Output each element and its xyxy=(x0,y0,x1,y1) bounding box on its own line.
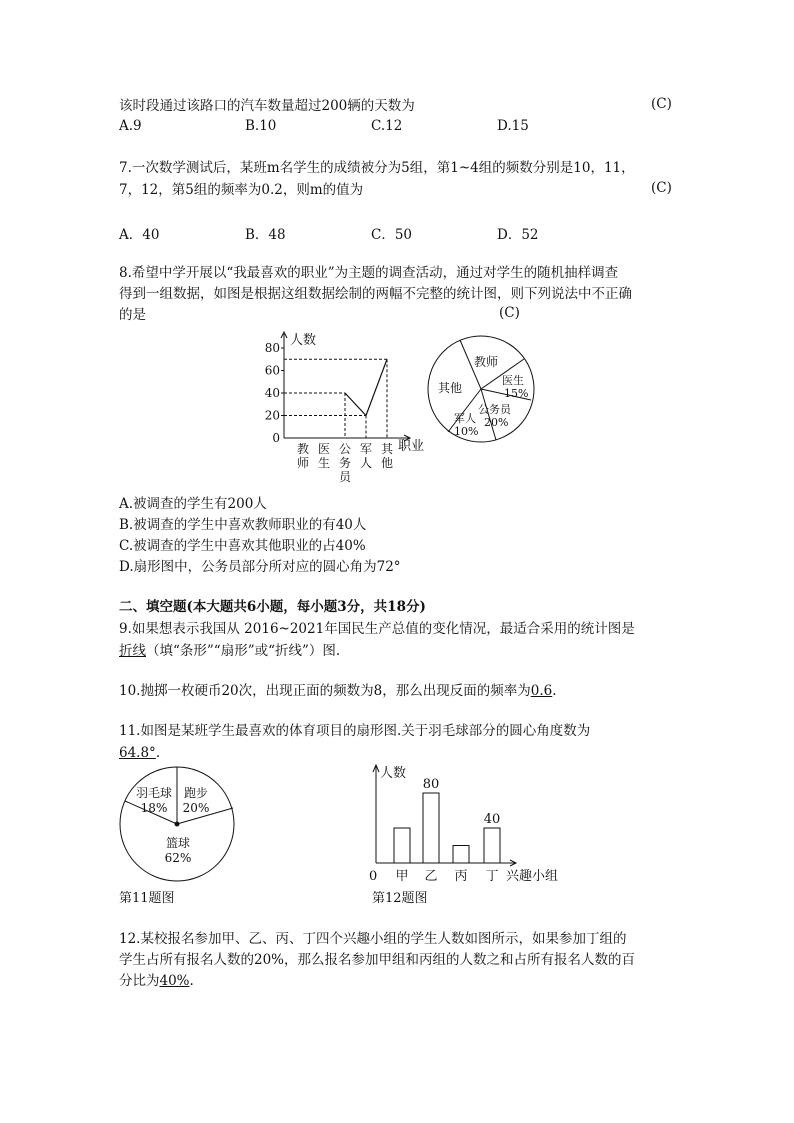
q8-x-label: 职业 xyxy=(398,439,425,454)
q12-caption: 第12题图 xyxy=(372,891,428,906)
q8-line-chart xyxy=(260,328,440,488)
q7-option-a: A．40 xyxy=(119,227,160,243)
q11-label-running-name: 跑步 xyxy=(183,786,208,800)
q12-blank: 40% xyxy=(159,973,190,989)
q10-line xyxy=(119,681,557,701)
q12-end: . xyxy=(189,973,194,989)
q6-stem xyxy=(119,96,415,116)
q8-pie-label-civil: 公务员 xyxy=(478,403,511,416)
q12-line-2: 学生占所有报名人数的20%，那么报名参加甲组和丙组的人数之和占所有报名人数的百 xyxy=(119,952,636,968)
q11-label-basketball xyxy=(158,836,198,866)
q8-option-a: A.被调查的学生有200人 xyxy=(119,496,267,512)
q8-pie-label-soldier-pct: 10% xyxy=(454,425,479,438)
q6-option-b: B.10 xyxy=(245,118,277,134)
q9-blank: 折线 xyxy=(119,643,146,659)
q6-answer: (C) xyxy=(651,96,672,112)
q12-x-tick-label: 甲 xyxy=(395,869,409,884)
q11-blank: 64.8° xyxy=(119,745,156,761)
q10-end: . xyxy=(552,683,557,699)
q7-line-1: 7.一次数学测试后，某班m名学生的成绩被分为5组，第1~4组的频数分别是10，11， xyxy=(119,160,635,176)
q12-bar xyxy=(394,828,410,863)
q11-label-basketball-name: 篮球 xyxy=(165,836,190,850)
q8-y-tick-label: 40 xyxy=(264,386,280,400)
q11-running-value: 20 xyxy=(182,801,198,815)
q12-x-tick-label: 丁 xyxy=(485,869,499,884)
q11-end: . xyxy=(155,745,161,761)
q12-x-tick-label: 乙 xyxy=(424,869,438,884)
q8-option-c: C.被调查的学生中喜欢其他职业的占40% xyxy=(119,538,366,554)
q8-pie-chart xyxy=(426,334,536,444)
q8-x-tick-label: 教师 xyxy=(296,442,310,470)
q8-answer: (C) xyxy=(499,305,520,321)
q8-x-tick-label: 其他 xyxy=(380,442,394,470)
q12-line-3-text: 分比为 xyxy=(119,973,160,989)
q11-label-running-pct xyxy=(178,801,214,816)
q8-pie-label-doctor-pct: 15% xyxy=(504,387,529,400)
q7-line-2: 7，12，第5组的频率为0.2，则m的值为 xyxy=(119,182,364,198)
q7-option-c: C．50 xyxy=(371,227,413,243)
q8-pie-label-teacher: 教师 xyxy=(474,355,499,369)
q8-line-3: 的是 xyxy=(119,307,146,323)
q8-x-tick-label: 医生 xyxy=(317,442,331,470)
q12-bar xyxy=(453,846,469,864)
q9-line-1: 9.如果想表示我国从 2016~2021年国民生产总值的变化情况，最适合采用的统计图是 xyxy=(119,621,635,637)
q6-option-c: C.12 xyxy=(371,118,403,134)
q11-caption: 第11题图 xyxy=(119,891,175,906)
q8-y-tick-label: 80 xyxy=(264,341,280,355)
q8-series-line xyxy=(345,359,387,415)
q6-option-d: D.15 xyxy=(497,118,529,134)
q8-option-d: D.扇形图中，公务员部分所对应的圆心角为72° xyxy=(119,559,401,575)
q8-option-b: B.被调查的学生中喜欢教师职业的有40人 xyxy=(119,517,367,533)
q11-pie-labels xyxy=(118,766,238,884)
q8-x-tick-label: 公务员 xyxy=(338,442,352,484)
q12-data-label: 80 xyxy=(422,777,440,792)
q11-label-badminton-name: 羽毛球 xyxy=(135,786,172,800)
q8-line-1: 8.希望中学开展以“我最喜欢的职业”为主题的调查活动，通过对学生的随机抽样调查 xyxy=(119,265,619,281)
q11-unit: % xyxy=(179,851,192,865)
q6-stem-text: 该时段通过该路口的汽车数量超过200辆的天数为 xyxy=(119,98,415,114)
q12-x-label: 兴趣小组 xyxy=(506,869,559,884)
q11-label-running xyxy=(178,786,214,816)
q11-line-1: 11.如图是某班学生最喜欢的体育项目的扇形图.关于羽毛球部分的圆心角度数为 xyxy=(119,723,591,739)
q12-bar-chart xyxy=(366,760,576,885)
q8-pie-label-other: 其他 xyxy=(438,381,463,395)
q11-label-basketball-pct xyxy=(158,851,198,866)
q8-y-tick-label: 20 xyxy=(264,408,280,423)
q8-x-tick-label: 军人 xyxy=(359,442,373,470)
q11-line-2 xyxy=(119,743,160,763)
q11-label-badminton xyxy=(132,786,176,816)
q8-y-label: 人数 xyxy=(290,333,317,348)
q12-data-label: 40 xyxy=(483,812,501,827)
q12-line-3 xyxy=(119,971,194,991)
q6-option-a: A.9 xyxy=(119,118,142,134)
q7-option-b: B．48 xyxy=(245,227,286,243)
q11-unit: % xyxy=(197,801,210,815)
q8-pie-label-civil-pct: 20% xyxy=(484,416,509,429)
q11-label-badminton-pct xyxy=(132,801,176,816)
q12-bar xyxy=(423,793,439,863)
q8-pie-label-soldier: 军人 xyxy=(454,412,476,425)
q8-line-2: 得到一组数据，如图是根据这组数据绘制的两幅不完整的统计图，则下列说法中不正确 xyxy=(119,286,632,302)
q10-blank: 0.6 xyxy=(530,683,553,699)
q12-y-label: 人数 xyxy=(380,766,407,781)
q8-y-tick-label: 0 xyxy=(272,431,280,445)
q7-option-d: D．52 xyxy=(497,227,539,243)
q8-pie-label-doctor: 医生 xyxy=(502,374,524,387)
q11-unit: % xyxy=(155,801,168,815)
q11-badminton-value: 18 xyxy=(140,801,156,815)
q12-origin-label: 0 xyxy=(369,869,378,884)
q12-bar xyxy=(484,828,500,863)
q8-y-tick-label: 60 xyxy=(264,363,280,378)
q9-rest: （填“条形”“扇形”或“折线”）图. xyxy=(146,643,341,659)
section-2-title: 二、填空题(本大题共6小题，每小题3分，共18分) xyxy=(119,599,426,615)
q11-basketball-value: 62 xyxy=(164,851,180,865)
q7-answer: (C) xyxy=(651,180,672,196)
q12-line-1: 12.某校报名参加甲、乙、丙、丁四个兴趣小组的学生人数如图所示，如果参加丁组的 xyxy=(119,931,627,947)
q10-text: 10.抛掷一枚硬币20次，出现正面的频数为8，那么出现反面的频率为 xyxy=(119,683,531,699)
q12-x-tick-label: 丙 xyxy=(454,869,468,884)
q9-line-2 xyxy=(119,641,340,661)
